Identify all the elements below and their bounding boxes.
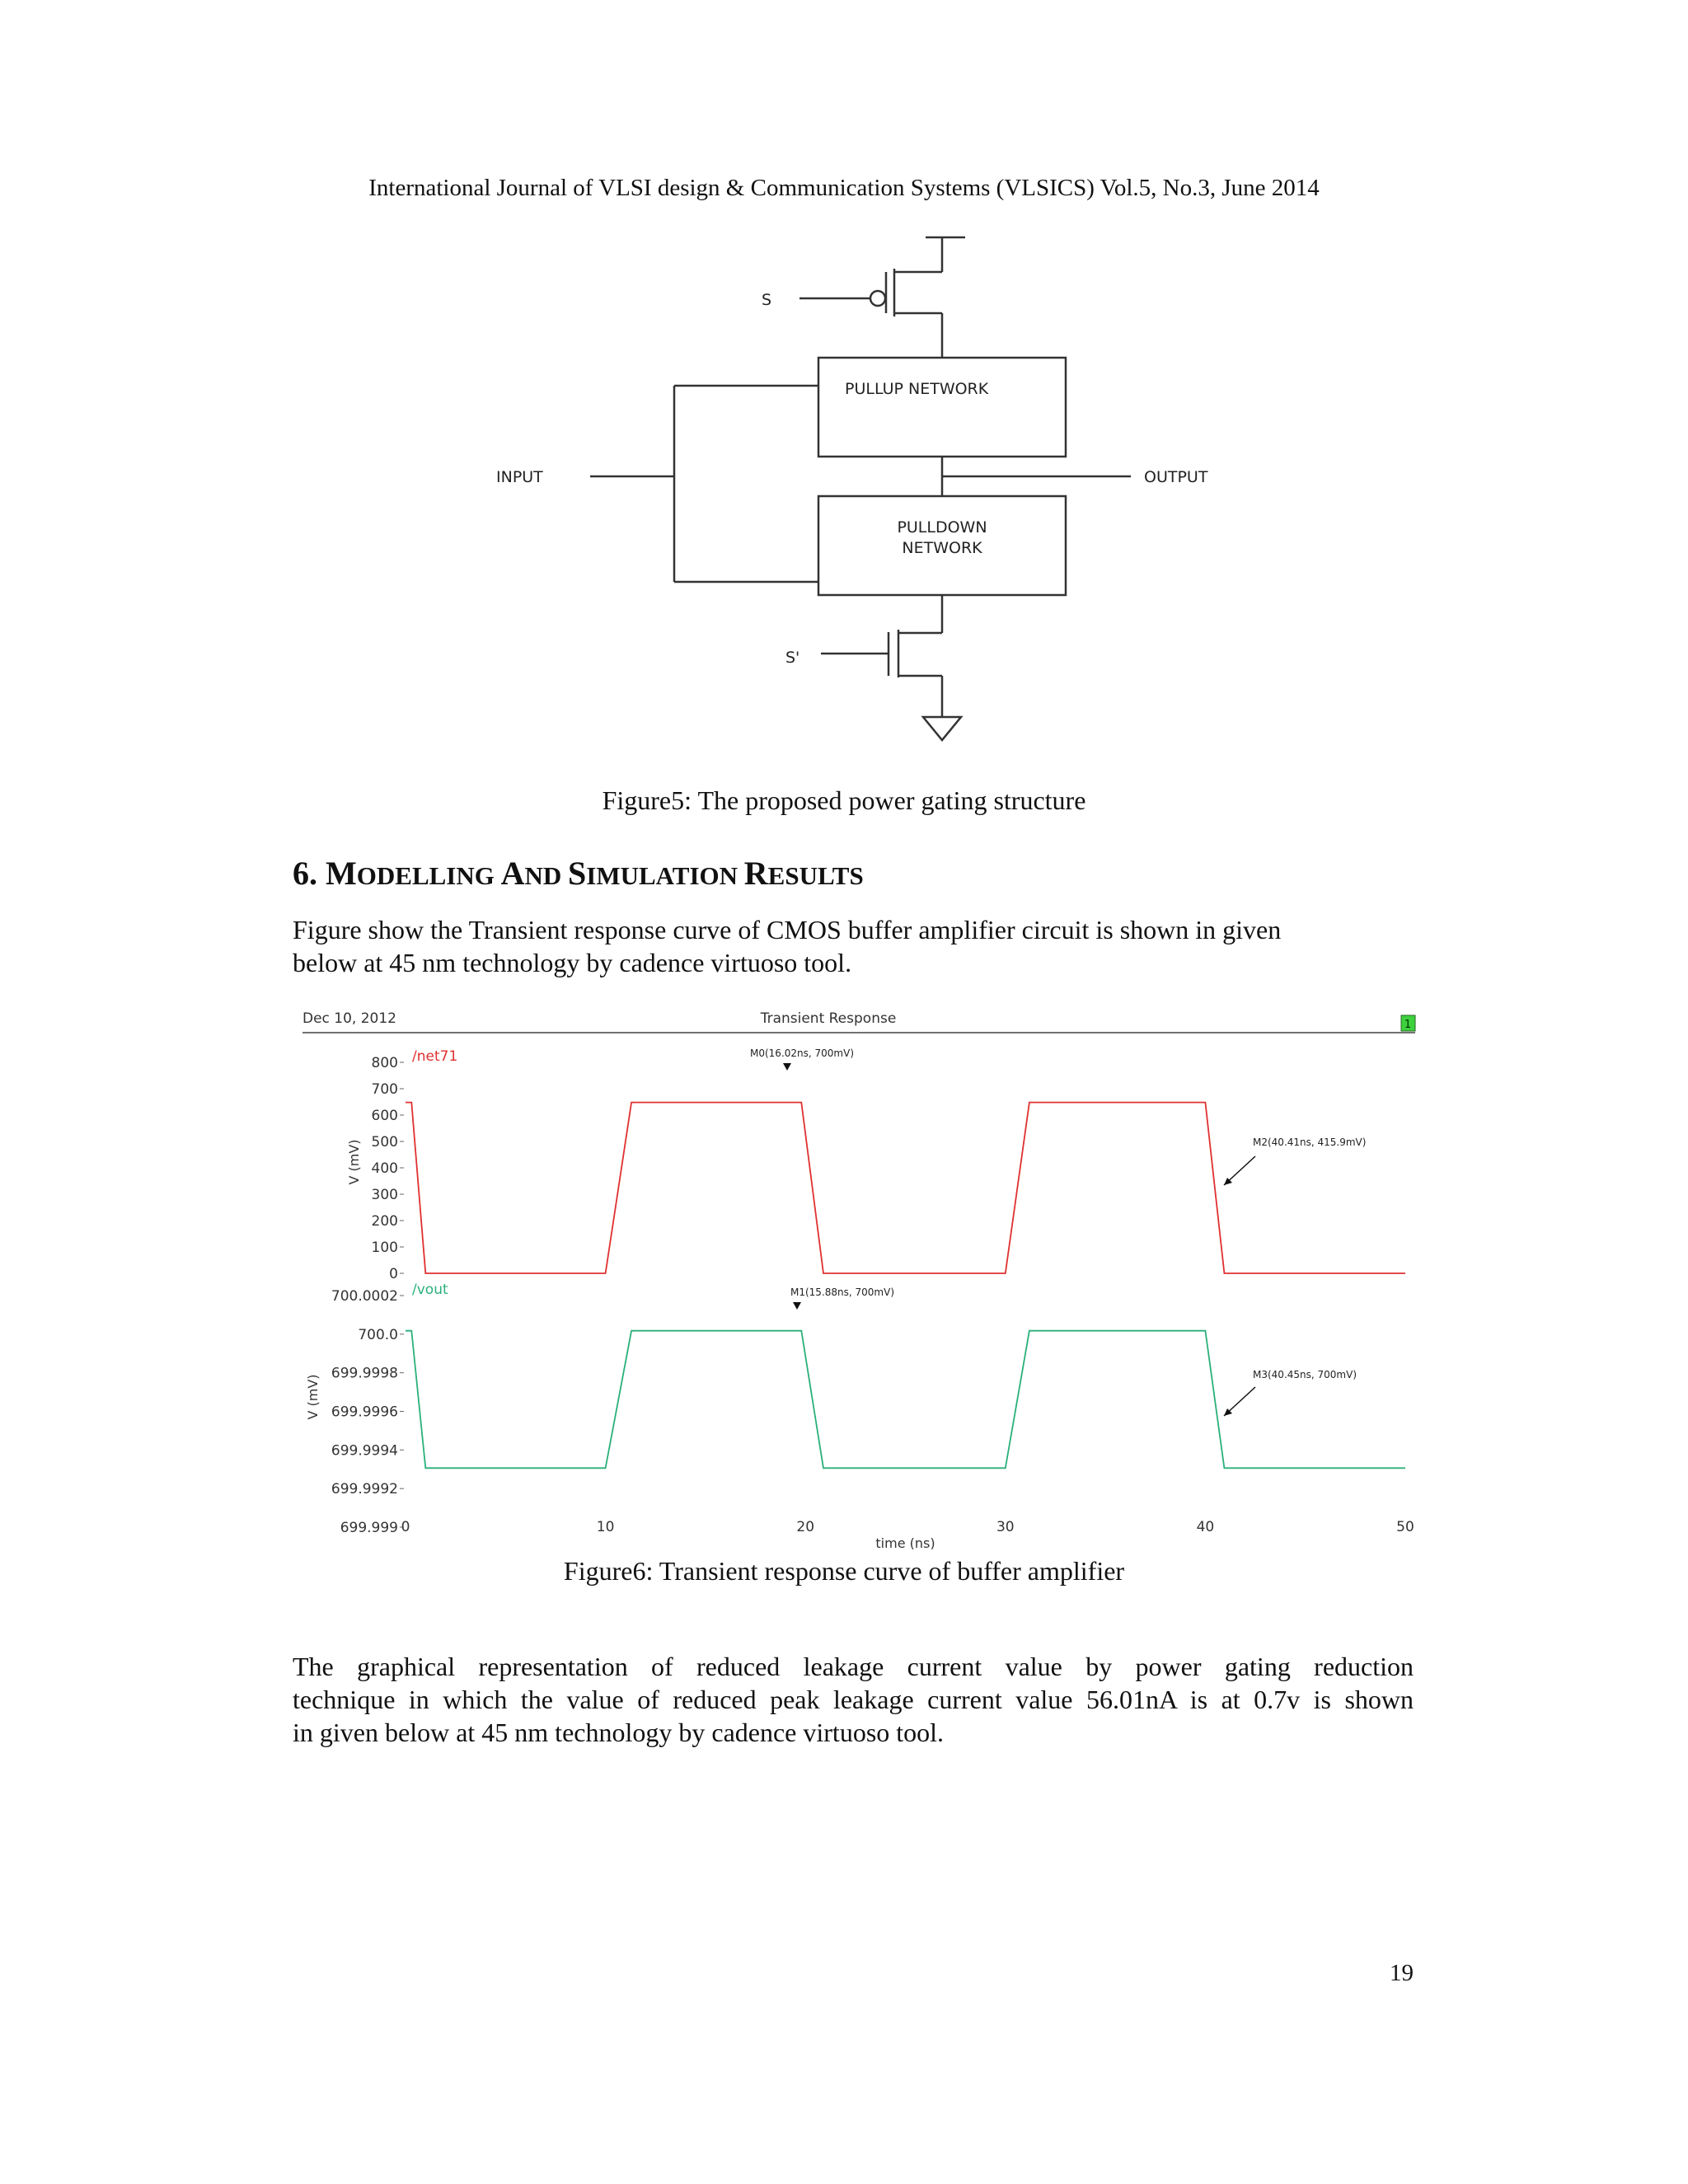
y-tick-label: 200: [371, 1213, 398, 1230]
marker-annotation: M2(40.41ns, 415.9mV): [1253, 1137, 1367, 1148]
y-tick-label: 0: [389, 1266, 398, 1282]
transient-response-chart: [293, 1005, 1426, 1549]
marker-annotation: M1(15.88ns, 700mV): [790, 1286, 894, 1298]
x-tick-label: 50: [1396, 1519, 1414, 1535]
section-number: 6.: [293, 855, 326, 892]
y-axis-label: V (mV): [305, 1374, 321, 1420]
heading-part: R: [743, 855, 768, 892]
y-axis-label: V (mV): [346, 1139, 362, 1185]
heading-part: IMULATION: [586, 861, 744, 890]
y-tick-label: 700: [371, 1081, 398, 1098]
marker-arrow: [793, 1302, 801, 1310]
pulldown-network-label-1: PULLDOWN: [897, 518, 987, 537]
vout-panel: [305, 1282, 1414, 1549]
y-tick-label: 700.0: [358, 1326, 398, 1343]
y-tick-label: 800: [371, 1055, 398, 1071]
y-tick-label: 100: [371, 1240, 398, 1256]
figure6-caption: Figure6: Transient response curve of buffer amplifier: [563, 1556, 1125, 1586]
chart-badge-label: 1: [1404, 1019, 1412, 1031]
heading-part: ESULTS: [767, 861, 864, 890]
net71-panel: [346, 1047, 1405, 1282]
y-tick-label: 699.9996: [331, 1404, 398, 1421]
x-tick-label: 0: [401, 1519, 410, 1535]
marker-annotation: M3(40.45ns, 700mV): [1253, 1369, 1357, 1380]
chart-title: Transient Response: [760, 1010, 897, 1027]
journal-header: International Journal of VLSI design & Communication Systems (VLSICS) Vol.5, No.3, June 2014: [368, 175, 1320, 201]
output-label: OUTPUT: [1144, 468, 1208, 486]
pulldown-network-label-2: NETWORK: [902, 539, 982, 557]
y-tick-label: 699.9994: [331, 1442, 398, 1460]
paragraph-1-line-2: below at 45 nm technology by cadence virtuoso tool.: [293, 948, 852, 977]
series-name-label: /net71: [412, 1048, 458, 1065]
chart-date: Dec 10, 2012: [302, 1010, 397, 1027]
paragraph-2-line-2: technique in which the value of reduced peak leakage current value 56.01nA is at 0.7v is shown: [293, 1685, 1414, 1714]
y-tick-label: 699.9998: [331, 1365, 398, 1382]
heading-part: ODELLING: [356, 861, 501, 890]
y-tick-label: 400: [371, 1160, 398, 1177]
y-tick-label: 600: [371, 1108, 398, 1124]
x-axis-label: time (ns): [875, 1535, 935, 1549]
input-label: INPUT: [496, 468, 543, 486]
heading-part: S: [568, 855, 587, 892]
y-tick-label: 500: [371, 1134, 398, 1151]
heading-part: A: [500, 855, 525, 892]
paragraph-1-line-1: Figure show the Transient response curve of CMOS buffer amplifier circuit is shown in given: [293, 915, 1282, 944]
heading-part: ND: [524, 861, 569, 890]
figure5-caption: Figure5: The proposed power gating structure: [602, 785, 1086, 815]
marker-annotation: M0(16.02ns, 700mV): [750, 1047, 854, 1059]
y-tick-label: 699.9992: [331, 1481, 398, 1498]
pullup-network-label: PULLUP NETWORK: [845, 380, 989, 398]
gate-s-label: S: [762, 291, 772, 309]
x-tick-label: 10: [596, 1519, 615, 1535]
paragraph-2-line-3: in given below at 45 nm technology by cadence virtuoso tool.: [293, 1718, 945, 1747]
x-tick-label: 20: [796, 1519, 815, 1535]
power-gating-diagram: [462, 223, 1253, 758]
paragraph-1: [293, 913, 1414, 979]
gate-s-prime-label: S': [785, 649, 800, 667]
y-tick-label: 699.999: [340, 1520, 398, 1536]
marker-arrow: [783, 1063, 791, 1071]
x-tick-label: 30: [996, 1519, 1015, 1535]
series-line-vout: [406, 1331, 1405, 1469]
heading-part: M: [326, 855, 357, 892]
paragraph-2-line-1: The graphical representation of reduced leakage current value by power gating reduction: [293, 1652, 1414, 1681]
series-name-label: /vout: [412, 1282, 448, 1298]
x-tick-label: 40: [1196, 1519, 1215, 1535]
paragraph-2: [293, 1650, 1414, 1749]
y-tick-label: 700.0002: [331, 1288, 398, 1305]
section-heading: [293, 854, 864, 893]
page-number: 19: [1390, 1960, 1414, 1986]
y-tick-label: 300: [371, 1187, 398, 1203]
series-line-net71: [406, 1103, 1405, 1273]
